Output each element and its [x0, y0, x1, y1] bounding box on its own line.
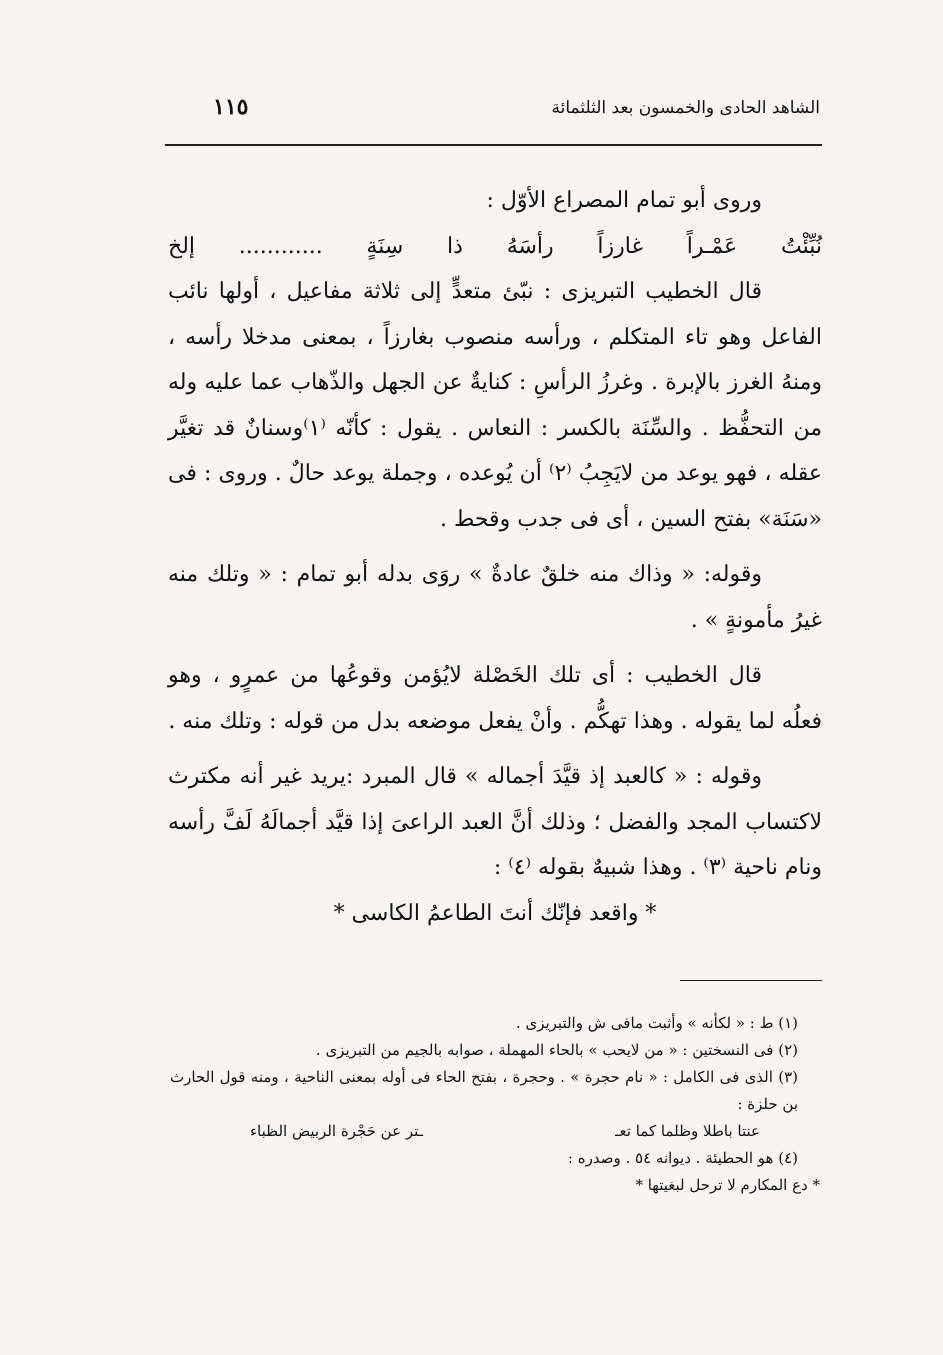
verse-word: عَمْـراً [686, 233, 738, 259]
footnote-rule [680, 980, 822, 981]
page-number: ١١٥ [213, 94, 249, 120]
page-header [165, 92, 820, 132]
footnote-4: (٤) هو الحطيئة . ديوانه ٥٤ . وصدره : [567, 1149, 798, 1167]
footnotes [170, 1010, 820, 1199]
hemistich-1: عنتا باطلا وظلما كما تعـ [615, 1122, 760, 1140]
header-rule [165, 144, 822, 146]
paragraph-quote-1: وقوله: « وذاك منه خلقٌ عادةٌ » روَى بدله أبو تمام : « وتلك منه غيرُ مأمونةٍ » . [168, 562, 822, 633]
verse-word: نُبِّئْتُ [780, 233, 822, 259]
paragraph-khatib-2: قال الخطيب : أى تلك الخَصْلة لايُؤمن وقوعُها من عمرٍو ، وهو فعلُه لما يقوله . وهذا تهكُّم . وأنْ يفعل موضعه بدل من قوله : وتلك منه . [168, 663, 822, 734]
verse-word: ............ [238, 233, 323, 259]
verse-word: ذا [447, 233, 463, 259]
footnote-1: (١) ط : « لكأنه » وأثبت مافى ش والتبريزى . [515, 1014, 798, 1032]
footnote-3: (٣) الذى فى الكامل : « نام حجرة » . وحجرة ، بفتح الحاء فى أوله بمعنى الناحية ، ومنه قول الحارث بن حلزة : [170, 1068, 798, 1113]
paragraph-mubarrad: وقوله : « كالعبد إذ قيَّدَ أجماله » قال المبرد :يريد غير أنه مكترث لاكتساب المجد والفضل ؛ وذلك أنَّ العبد الراعىَ إذا قيَّد أجمالَهُ لَفَّ رأسه ونام ناحية ⁽٣⁾ . وهذا شبيهٌ بقوله ⁽٤⁾ : [168, 764, 822, 880]
verse-word: سِنَةٍ [366, 233, 404, 259]
footnote-4-verse: * دع المكارم لا ترحل لبغيتها * [635, 1176, 820, 1194]
footnote-3-verse [170, 1118, 820, 1145]
paragraph-khatib: قال الخطيب التبريزى : نبّئ متعدٍّ إلى ثلاثة مفاعيل ، أولها نائب الفاعل وهو تاء المتكلم ، ورأسه منصوب بغارزاً ، بمعنى مدخلا رأسه ، ومنهُ الغرز بالإبرة . وغرزُ الرأسِ : كنايةٌ عن الجهل والذّهاب عما عليه وله من التحفُّظ . والسِّنَة بالكسر : النعاس . يقول : كأنّه ⁽١⁾وسنانٌ قد تغيَّر عقله ، فهو يوعد من لايَجِبُ ⁽٢⁾ أن يُوعده ، وجملة يوعد حالٌ . وروى : فى «سَنَة» بفتح السين ، أى فى جدب وقحط . [168, 279, 822, 532]
footnote-2: (٢) فى النسختين : « من لايحب » بالحاء المهملة ، صوابه بالجيم من التبريزى . [315, 1041, 798, 1059]
paragraph-intro: وروى أبو تمام المصراع الأوّل : [486, 188, 762, 213]
verse-word: إلخ [168, 233, 196, 259]
verse-line [168, 224, 822, 270]
verse-word: غارزاً [597, 233, 643, 259]
hemistich-2: ـتر عن حَجْرة الربيض الظباء [250, 1122, 424, 1140]
verse-word: رأسَهُ [506, 233, 554, 259]
main-text [168, 178, 822, 936]
running-title: الشاهد الحادى والخمسون بعد الثلثمائة [551, 98, 820, 118]
verse-hutayah: * واقعد فإنّك أنتَ الطاعمُ الكاسى * [333, 900, 657, 926]
